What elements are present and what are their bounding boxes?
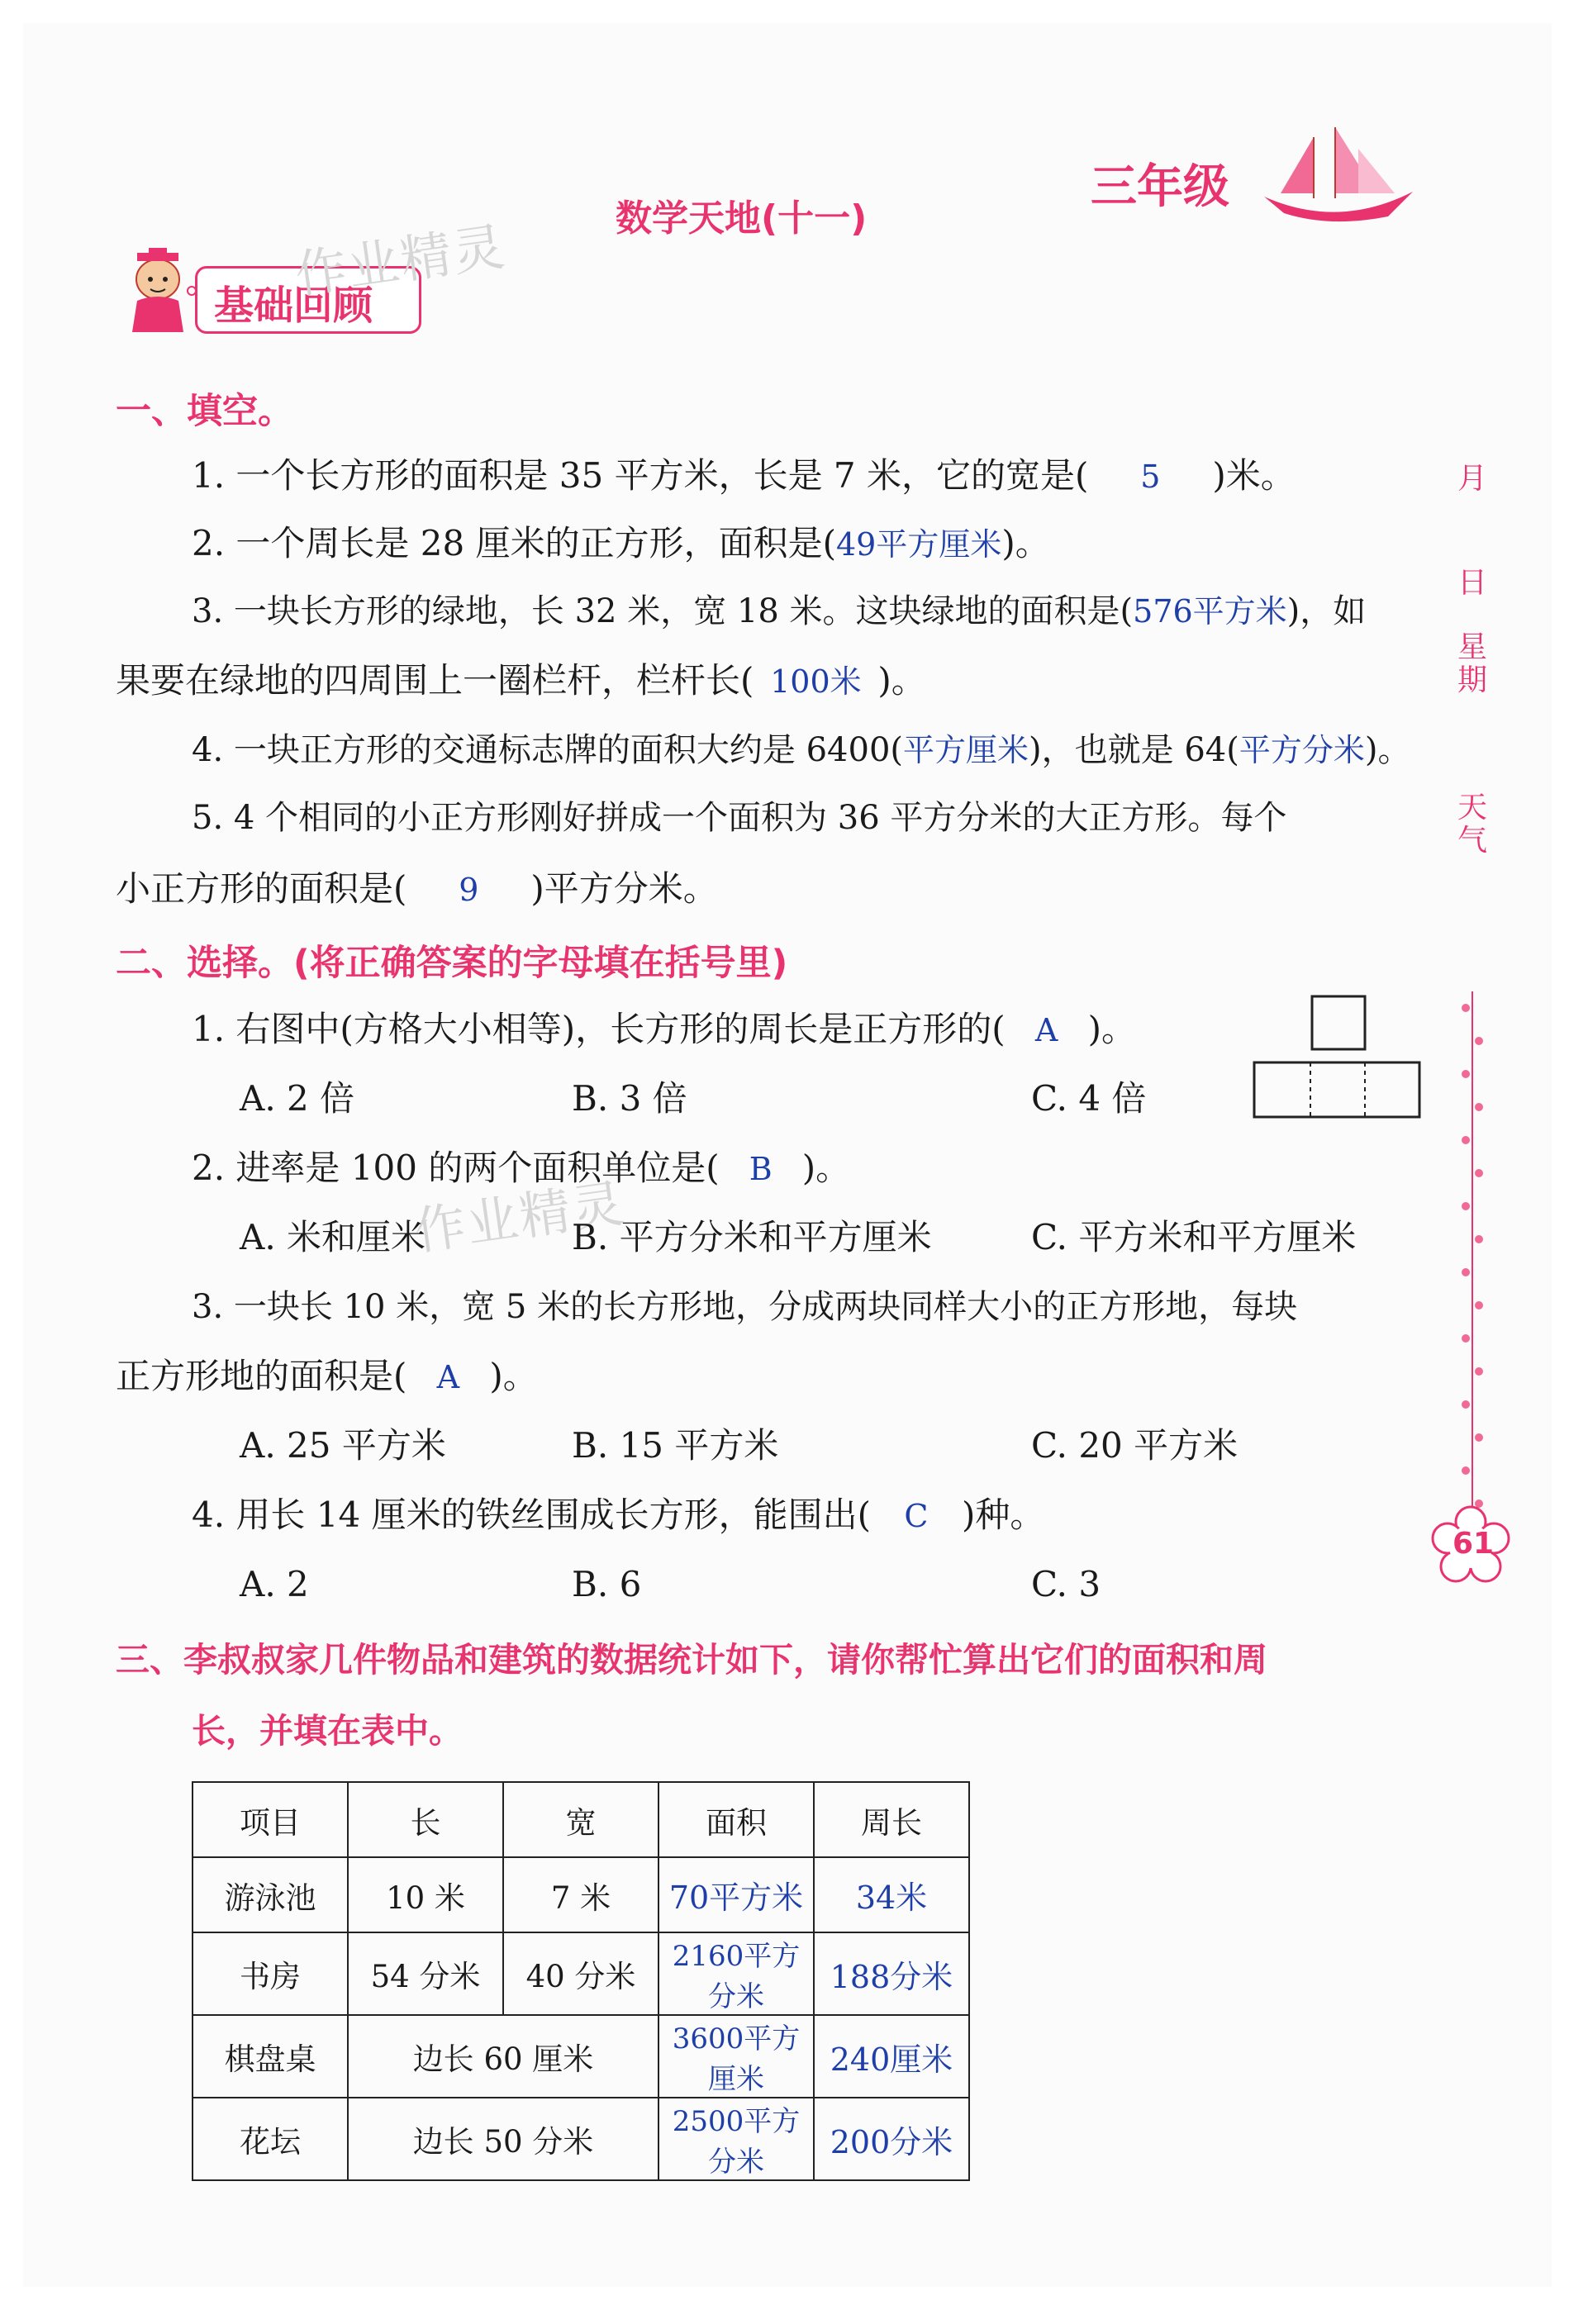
section1-heading: 一、填空。	[116, 391, 293, 432]
answer-576: 576平方米	[1133, 593, 1287, 630]
answer-square-dm: 平方分米	[1239, 732, 1365, 768]
question-1-2	[192, 520, 1050, 568]
table-cell: 游泳池	[193, 1857, 348, 1932]
grade-badge: 三年级	[1091, 160, 1229, 214]
question-text: 3. 一块长 10 米，宽 5 米的长方形地，分成两块同样大小的正方形地，每块	[192, 1288, 1298, 1326]
answer-A: A	[436, 1359, 460, 1395]
table-cell: 10 米	[348, 1857, 503, 1932]
table-answer-cell: 2500平方分米	[658, 2098, 814, 2180]
question-1-3	[192, 588, 1366, 634]
question-text: 小正方形的面积是(	[116, 868, 407, 909]
table-cell: 边长 50 分米	[348, 2098, 658, 2180]
section3-heading: 三、李叔叔家几件物品和建筑的数据统计如下，请你帮忙算出它们的面积和周	[116, 1640, 1267, 1680]
table-cell: 7 米	[503, 1857, 658, 1932]
table-cell: 棋盘桌	[193, 2015, 348, 2098]
table-cell: 书房	[193, 1932, 348, 2015]
question-2-1	[192, 1006, 1136, 1053]
table-answer-cell: 3600平方厘米	[658, 2015, 814, 2098]
question-1-1	[192, 453, 1296, 500]
option-a: A. 25 平方米	[240, 1425, 446, 1466]
option-c: C. 3	[1031, 1564, 1101, 1604]
weekday-label: 星期	[1457, 630, 1488, 697]
answer-square-cm: 平方厘米	[903, 732, 1029, 768]
question-text: 正方形地的面积是(	[116, 1356, 407, 1396]
section2-heading: 二、选择。(将正确答案的字母填在括号里)	[116, 943, 788, 984]
question-2-3-cont	[116, 1353, 538, 1400]
question-text: 1. 一个长方形的面积是 35 平方米，长是 7 米，它的宽是(	[192, 455, 1089, 496]
option-b: B. 平方分米和平方厘米	[572, 1217, 932, 1257]
answer-9: 9	[459, 872, 479, 908]
table-answer-cell: 188分米	[814, 1932, 969, 2015]
option-b: B. 3 倍	[572, 1078, 687, 1119]
question-1-3-cont	[116, 658, 926, 705]
weather-label: 天气	[1457, 791, 1488, 858]
table-cell: 54 分米	[348, 1932, 503, 2015]
question-text: 2. 一个周长是 28 厘米的正方形，面积是(	[192, 523, 836, 563]
question-text: )。	[877, 660, 926, 701]
question-text: )，也就是 64(	[1029, 731, 1239, 769]
answer-49: 49平方厘米	[835, 526, 1002, 563]
question-text: 1. 右图中(方格大小相等)，长方形的周长是正方形的(	[192, 1009, 1006, 1049]
watermark: 作业精灵	[291, 216, 510, 306]
question-text: )。	[801, 1148, 851, 1188]
option-c: C. 20 平方米	[1031, 1425, 1239, 1466]
question-text: )。	[1087, 1009, 1136, 1049]
question-text: 果要在绿地的四周围上一圈栏杆，栏杆长(	[116, 660, 754, 701]
table-header: 面积	[658, 1782, 814, 1857]
table-answer-cell: 34米	[814, 1857, 969, 1932]
question-2-4	[192, 1492, 1044, 1539]
table-answer-cell: 240厘米	[814, 2015, 969, 2098]
option-a: A. 米和厘米	[240, 1217, 426, 1257]
table-answer-cell: 2160平方分米	[658, 1932, 814, 2015]
question-text: 5. 4 个相同的小正方形刚好拼成一个面积为 36 平方分米的大正方形。每个	[192, 799, 1287, 837]
answer-100: 100米	[770, 663, 862, 700]
table-row	[193, 2098, 969, 2180]
table-cell: 边长 60 厘米	[348, 2015, 658, 2098]
table-answer-cell: 200分米	[814, 2098, 969, 2180]
option-c: C. 平方米和平方厘米	[1031, 1217, 1357, 1257]
question-1-5-cont	[116, 866, 718, 913]
table-header-row	[193, 1782, 969, 1857]
table-cell: 花坛	[193, 2098, 348, 2180]
question-2-3	[192, 1284, 1297, 1330]
floral-border-decoration	[1456, 991, 1489, 1520]
question-2-2	[192, 1145, 850, 1192]
table-header: 项目	[193, 1782, 348, 1857]
table-answer-cell: 70平方米	[658, 1857, 814, 1932]
answer-A: A	[1034, 1012, 1058, 1048]
grid-figure	[1249, 991, 1424, 1124]
answer-C: C	[904, 1498, 929, 1534]
question-text: )种。	[961, 1495, 1045, 1535]
option-b: B. 15 平方米	[572, 1425, 779, 1466]
table-cell: 40 分米	[503, 1932, 658, 2015]
date-day-label: 日	[1457, 566, 1488, 600]
question-text: 4. 用长 14 厘米的铁丝围成长方形，能围出(	[192, 1495, 871, 1535]
question-text: 4. 一块正方形的交通标志牌的面积大约是 6400(	[192, 731, 903, 769]
question-1-5	[192, 795, 1286, 841]
section3-heading-cont: 长，并填在表中。	[192, 1711, 463, 1751]
date-month-label: 月	[1457, 462, 1488, 496]
option-c: C. 4 倍	[1031, 1078, 1147, 1119]
table-header: 宽	[503, 1782, 658, 1857]
table-row	[193, 1932, 969, 2015]
question-text: )。	[1001, 523, 1050, 563]
option-b: B. 6	[572, 1564, 642, 1604]
question-text: )，如	[1286, 592, 1367, 630]
watermark: 作业精灵	[410, 1172, 629, 1262]
page-number: 61	[1452, 1527, 1495, 1561]
section-badge-label: 基础回顾	[214, 283, 373, 329]
question-text: )。	[489, 1356, 538, 1396]
data-table	[192, 1781, 970, 2181]
question-text: )米。	[1212, 455, 1296, 496]
question-text: 3. 一块长方形的绿地，长 32 米，宽 18 米。这块绿地的面积是(	[192, 592, 1134, 630]
page-title: 数学天地(十一)	[616, 197, 868, 240]
sailboat-icon	[1256, 124, 1421, 235]
table-header: 长	[348, 1782, 503, 1857]
table-row	[193, 1857, 969, 1932]
table-header: 周长	[814, 1782, 969, 1857]
table-row	[193, 2015, 969, 2098]
option-a: A. 2	[240, 1564, 309, 1604]
question-1-4	[192, 727, 1410, 773]
answer-5: 5	[1140, 459, 1161, 495]
answer-B: B	[749, 1151, 773, 1187]
question-text: 2. 进率是 100 的两个面积单位是(	[192, 1148, 720, 1188]
question-text: )。	[1364, 731, 1411, 769]
option-a: A. 2 倍	[240, 1078, 355, 1119]
question-text: )平方分米。	[530, 868, 718, 909]
